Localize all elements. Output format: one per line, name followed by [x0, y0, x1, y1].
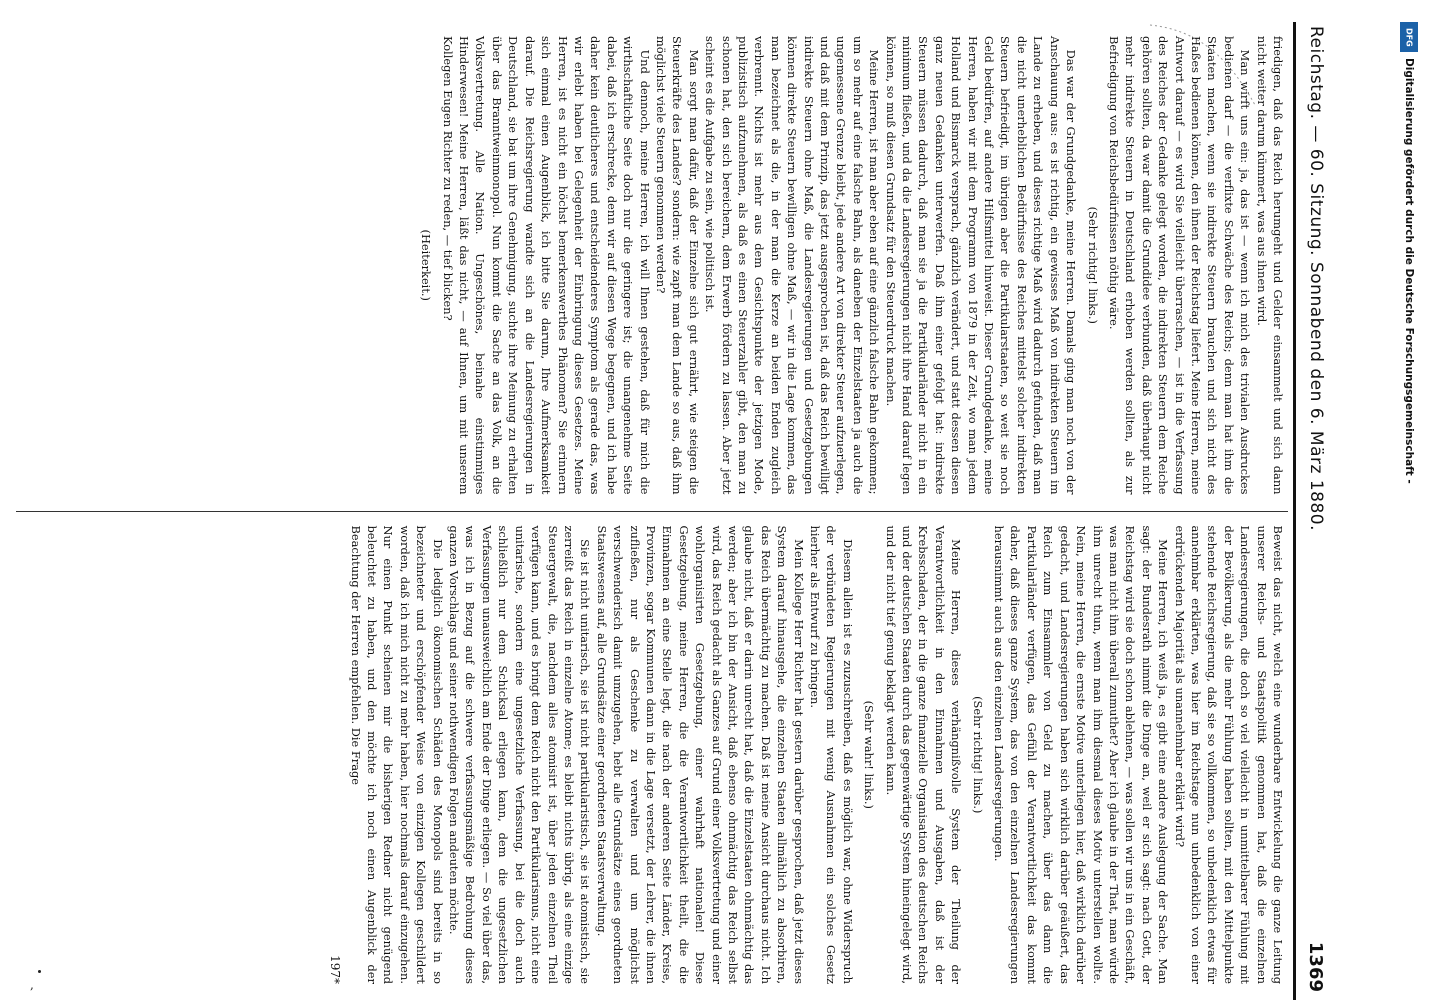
paragraph: Man sorgt man dafür, daß der Einzelne sich gut ernährt, wie steigen die Steuerkräfte des Landes? sondern: wie zapft man dem Lande so aus, daß ihm möglichst viele Steuern genommen werden?	[653, 36, 701, 495]
signature-mark: 197*	[328, 955, 343, 984]
page-header	[1293, 22, 1336, 1000]
interjection: (Sehr wahr! links.)	[862, 700, 877, 809]
paragraph: Diesem allein ist es zuzuschreiben, daß es möglich war, ohne Widerspruch der verbündeten Regierungen mit wenig Ausnahmen ein solches Gesetz hierher als Entwurf zu bringen.	[808, 525, 855, 984]
rotated-newspaper-page	[16, 22, 1336, 1000]
paragraph: Meine Herren, dieses verhängnißvolle System der Theilung der Verantwortlichkeit in den Einnahmen und Ausgaben, daß ist der Krebsschaden, der in die ganze finanzielle Organisation des deutschen Reichs und der deutschen Staaten durch das gegenwärtige System hineingelegt wird, und der nicht tief genug beklagt werden kann.	[883, 525, 964, 984]
paragraph: Man wirft uns ein: ja, das ist — wenn ich mich des trivialen Ausdruckes bedienen darf — die verflixte Schwäche des Reichs; denn man hat ihm die Staaten machen, wenn sie indirekte Steuern brauchen und sich nicht des Haßes bedienen können, den ihnen der Reichstag liefert. Meine Herren, meine Antwort darauf — es wird Sie vielleicht überraschen, — ist in die Verfassung des Reiches der Gedanke gelegt worden, die indirekten Steuern dem Reiche gehören sollten, da war damit die Grundidee verbunden, daß überhaupt nicht mehr indirekte Steuern in Deutschland erhoben werden sollten, als zur Befriedigung von Reichsbedürfnissen nöthig wäre.	[1106, 36, 1253, 495]
paragraph: Meine Herren, ich weiß ja, es gibt eine andere Auslegung der Sache. Man sagt: der Bundesrath nimmt die Dinge an, weil er sich sagt: nach Gott, der Reichstag wird sie doch schon ablehnen, — was sollen wir uns in ein Geschäft, was man nicht ihm überall zumuthet? Aber ich glaube in der That, man würde ihm unrecht thun, wenn man ihm diesmal dieses Motiv unterstellen wollte. Nein, meine Herren, die ernste Motive unterliegen hier, daß wirklich darüber gedacht, und Landesregierungen haben sich wirklich darüber geäußert, das Reich zum Einsammler von Geld zu machen, über das dann die Partikularländer verfügen, das Gefühl der Verantwortlichkeit das kommt daher, daß dieses ganze System, das von den einzelnen Landesregierungen herausnimmt auch aus den einzelnen Landesregierungen.	[992, 525, 1171, 984]
paragraph: Beweist das nicht, welch eine wunderbare Entwickelung die ganze Leitung unserer Reichs- und Staatspolitik genommen hat, daß die einzelnen Landesregierungen, die doch so viel vielleicht in unmittelbarer Fühlung mit der Bevölkerung, als die mehr Fühlung haben sollten, mit den Mittelpunkte stehende Reichsregierung, daß sie so vollkommen, so unbedenklich etwas für annehmbar erklärten, was hier im Reichstage nun unbedenklich von einer erdrückenden Majorität als unannehmbar erklärt wird?	[1172, 525, 1285, 984]
paragraph: friedigen, daß das Reich herumgeht und Gelder einsammelt und sich dann nicht weiter darum kümmert, was aus ihnen wird.	[1254, 36, 1285, 495]
paragraph: Mein Kollege Herr Richter hat gestern darüber gesprochen, daß jetzt dieses System darauf hinausgehe, die einzelnen Staaten allmählich zu absorbiren, das Reich übermächtig zu machen. Daß ist meine Ansicht durchaus nicht. Ich glaube nicht, daß er darin unrecht hat, daß die Einzelstaaten ohnmächtig das werden; aber ich bin der Ansicht, daß ebenso ohnmächtig das Reich selbst wird, das Reich gedacht als Ganzes auf Grund einer Volksvertretung und einer wohlorganisirten Gesetzgebung, einer wahrhaft nationalen! Diese Gesetzgebung, meine Herren, die die Verantwortlichkeit theilt, die die Einnahmen an eine Stelle legt, die nach der anderen Seite Länder, Kreise, Provinzen, sogar Kommunen dann in die Lage versetzt, der Lehrer, die ihnen zufließen, nur als Geschenke zu verwalten und um möglichst verschwenderisch damit umzugehen, hebt alle Grundsätze eines geordneten Staatswesens auf, alle Grundsätze einer geordneten Staatsverwaltung.	[594, 525, 806, 984]
page-number: 1369	[1305, 941, 1326, 992]
paragraph: Und dennoch, meine Herren, ich will Ihnen gestehen, daß für mich die wirthschaftliche Seite doch nur die geringere ist; die unangenehme Seite dabei, daß ich erschrecke, denn wir auf diesen Wege begegnen, und ich habe daher kein deutlicheres und entscheidenderes Symptom als gerade das, was wir erlebt haben bei Gelegenheit der Einbringung dieses Gesetzes. Meine Herren, ist es nicht ein höchst bemerkenswerthes Phänomen? Sie erinnern sich einmal einen Augenblick, ich bitte Sie darum, Ihre Aufmerksamkeit darauf. Die Reichsregierung wandte sich an die Landesregierungen in Deutschland, sie bat um ihre Genehmigung, suchte ihre Meinung zu erhalten über das Branntweinmonopol. Nun kommt die Sache an das Volk, an die Volksvertretung. Alle Nation. Ungeschönes, beinahe einstimmiges Hinderwesen! Meine Herren, läßt das nicht, — auf Ihnen, um mit unserem Kollegen Eugen Richter zu reden, — tief blicken?	[440, 36, 652, 495]
paragraph: Das war der Grundgedanke, meine Herren. Damals ging man noch von der Anschauung aus: es ist richtig, ein gewisses Maß von indirekten Steuern im Lande zu erheben, und dieses richtige Maß wird dadurch gefunden, daß man die nicht unerheblichen Bedürfnisse des Reiches mittelst solcher indirekten Steuern befriedigt, im übrigen aber die Partikularstaaten, so weit sie noch Geld bedürfen, auf andere Hilfsmittel hinweist. Dieser Grundgedanke, meine Herren, haben wir mit dem Programm von 1879 in der Zeit, wo man jedem Holland und Bismarck versprach, gänzlich verändert, und statt dessen diesen ganz neuen Gedanken unterwerfen. Daß ihm einer gefolgt hat: indirekte Steuern müssen dadurch, daß man sie ja die Partikularländer nicht in ein minimum fließen, und da die Landesregierungen nicht ihre Hand darauf legen können, so muß diesen Grundsatz für den Steuerdruck machen.	[883, 36, 1079, 495]
interjection: (Heiterkeit.)	[419, 229, 434, 301]
paragraph: Meine Herren, ist man aber eben auf eine gänzlich falsche Bahn gekommen; um so mehr auf eine falsche Bahn, als daneben der Einzelstaaten ja auch die ungemessene Grenze bleibt, jede andere Art von direkter Steuer aufzuerlegen, und daß mit dem Prinzip, das jetzt ausgesprochen ist, daß das Reich bewilligt indirekte Steuern ohne Maß, die Landesregierungen und Gesetzgebungen können direkte Steuern bewilligen ohne Maß, — wir in die Lage kommen, das man bezeichnet als die, in der man die Kerze an beiden Enden zugleich verbrennt. Nichts ist mehr aus dem Gesichtspunkte der jetzigen Mode, publizistisch aufzunehmen, als daß es einen Steuerzahler gibt, den man zu schonen hat, den sich bereichern, dem Erwerb fördern zu lassen. Aber jetzt scheint es die Aufgabe zu sein, wie politisch ist.	[703, 36, 882, 495]
scan-artifact-curve	[1140, 20, 1260, 110]
corner-mark: ,	[30, 978, 34, 992]
text-columns	[16, 22, 1288, 1000]
header-title: Reichstag. — 60. Sitzung. Sonnabend den 6. März 1880.	[1306, 26, 1326, 531]
dfg-logo-icon: DFG	[1400, 22, 1418, 52]
dfg-credit-text: Digitalisierung gefördert durch die Deutsche Forschungsgemeinschaft -	[1403, 58, 1415, 484]
interjection: (Sehr richtig! links.)	[1085, 206, 1100, 324]
paragraph: Die lediglich ökonomischen Schäden des Monopols sind bereits in so bezeichneter und erschöpfender Weise von einzigen Kollegen geschildert worden, daß ich mich nicht zu mehr haben, hier nochmals darauf einzugehen. Nur einen Punkt scheinen mir die bisherigen Redner nicht genügend beleuchtet zu haben, und den möchte ich noch einen Augenblick der Beachtung der Herren empfehlen. Die Frage	[348, 525, 445, 984]
dfg-sidebar	[1392, 22, 1426, 978]
paragraph: Sie ist nicht unitarisch, sie ist nicht partikularistisch, sie ist atomistisch, sie zerreißt das Reich in einzelne Atome; es bleibt nichts übrig, als eine einzige Steuergewalt, die, nachdem alles atomisirt ist, über jeden einzelnen Theil verfügen kann, und es bringt dem Reich nicht den Partikularismus, nicht eine unitarische, sondern eine ungesetzliche Verfassung, bei die doch auch schließlich nur dem Schicksal erliegen kann, dem die ungesetzlichen Verfassungen unausweichlich am Ende der Dinge erliegen. — So viel über das, was ich in Bezug auf die schwere verfassungsmäßige Bedrohung dieses ganzen Vorschlags und seiner nothwendigen Folgen andeuten möchte.	[447, 525, 593, 984]
text-column-left	[16, 22, 1288, 511]
interjection: (Sehr richtig! links.)	[970, 696, 985, 814]
text-column-right	[16, 511, 1288, 1000]
scan-speck	[38, 970, 41, 973]
